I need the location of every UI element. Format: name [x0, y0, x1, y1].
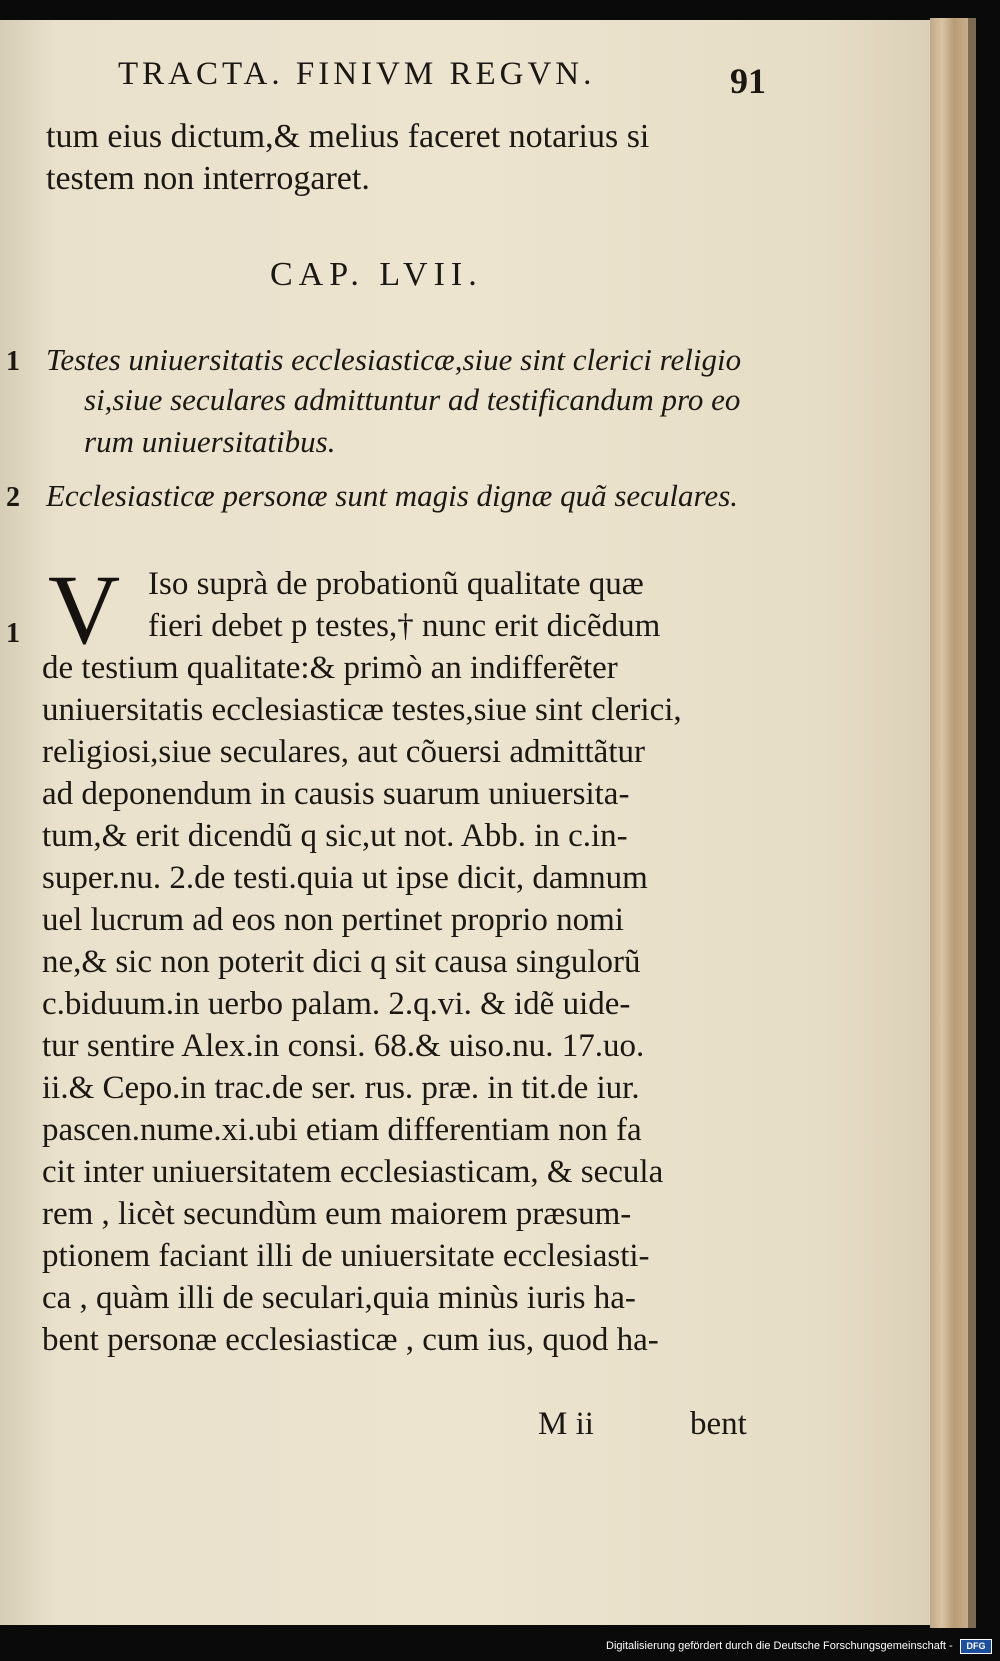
summary-number: 1 [6, 346, 20, 377]
body-line: super.nu. 2.de testi.quia ut ipse dicit, damnum [42, 860, 648, 896]
body-line: tum,& erit dicendũ q sic,ut not. Abb. in c.in- [42, 818, 628, 854]
body-line: c.biduum.in uerbo palam. 2.q.vi. & idẽ uide- [42, 986, 631, 1022]
body-line: ii.& Cepo.in trac.de ser. rus. præ. in tit.de iur. [42, 1070, 640, 1106]
body-line: ca , quàm illi de seculari,quia minùs iuris ha- [42, 1280, 636, 1316]
summary-line: rum uniuersitatibus. [84, 424, 336, 459]
running-title: TRACTA. FINIVM REGVN. [118, 56, 596, 92]
summary-line: Testes uniuersitatis ecclesiasticæ,siue sint clerici religio [46, 342, 742, 377]
summary-line: si,siue seculares admittuntur ad testificandum pro eo [84, 382, 741, 417]
catchword: bent [690, 1406, 747, 1442]
continuation-line: tum eius dictum,& melius faceret notarius si [46, 118, 650, 155]
body-line: uniuersitatis ecclesiasticæ testes,siue sint clerici, [42, 692, 682, 728]
body-line: uel lucrum ad eos non pertinet proprio nomi [42, 902, 624, 938]
page-edge-shadow [968, 18, 976, 1628]
digitization-credit: Digitalisierung gefördert durch die Deutsche Forschungsgemeinschaft - [606, 1640, 953, 1652]
body-line: ne,& sic non poterit dici q sit causa singulorũ [42, 944, 641, 980]
body-line: Iso suprà de probationũ qualitate quæ [148, 566, 644, 602]
body-line: tur sentire Alex.in consi. 68.& uiso.nu. 17.uo. [42, 1028, 645, 1064]
body-line: ptionem faciant illi de uniuersitate ecclesiasti- [42, 1238, 650, 1274]
dfg-logo: DFG [960, 1639, 992, 1654]
body-line: ad deponendum in causis suarum uniuersita- [42, 776, 630, 812]
body-line: cit inter uniuersitatem ecclesiasticam, & secula [42, 1154, 664, 1190]
summary-number: 2 [6, 482, 20, 513]
body-line: bent personæ ecclesiasticæ , cum ius, quod ha- [42, 1322, 659, 1358]
body-line: pascen.nume.xi.ubi etiam differentiam non fa [42, 1112, 642, 1148]
drop-initial: V [48, 554, 121, 665]
signature-mark: M ii [538, 1406, 594, 1442]
page-edge [930, 18, 970, 1628]
continuation-line: testem non interrogaret. [46, 160, 370, 197]
body-line: de testium qualitate:& primò an indifferẽter [42, 650, 618, 686]
page-number: 91 [730, 61, 766, 101]
body-line: religiosi,siue seculares, aut cõuersi admittãtur [42, 734, 645, 770]
body-line: rem , licèt secundùm eum maiorem præsum- [42, 1196, 632, 1232]
summary-line: Ecclesiasticæ personæ sunt magis dignæ quã seculares. [46, 478, 739, 513]
chapter-heading: CAP. LVII. [270, 256, 483, 293]
book-page [0, 20, 938, 1625]
body-line: fieri debet p testes,† nunc erit dicẽdum [148, 608, 661, 644]
margin-note: 1 [6, 618, 20, 649]
